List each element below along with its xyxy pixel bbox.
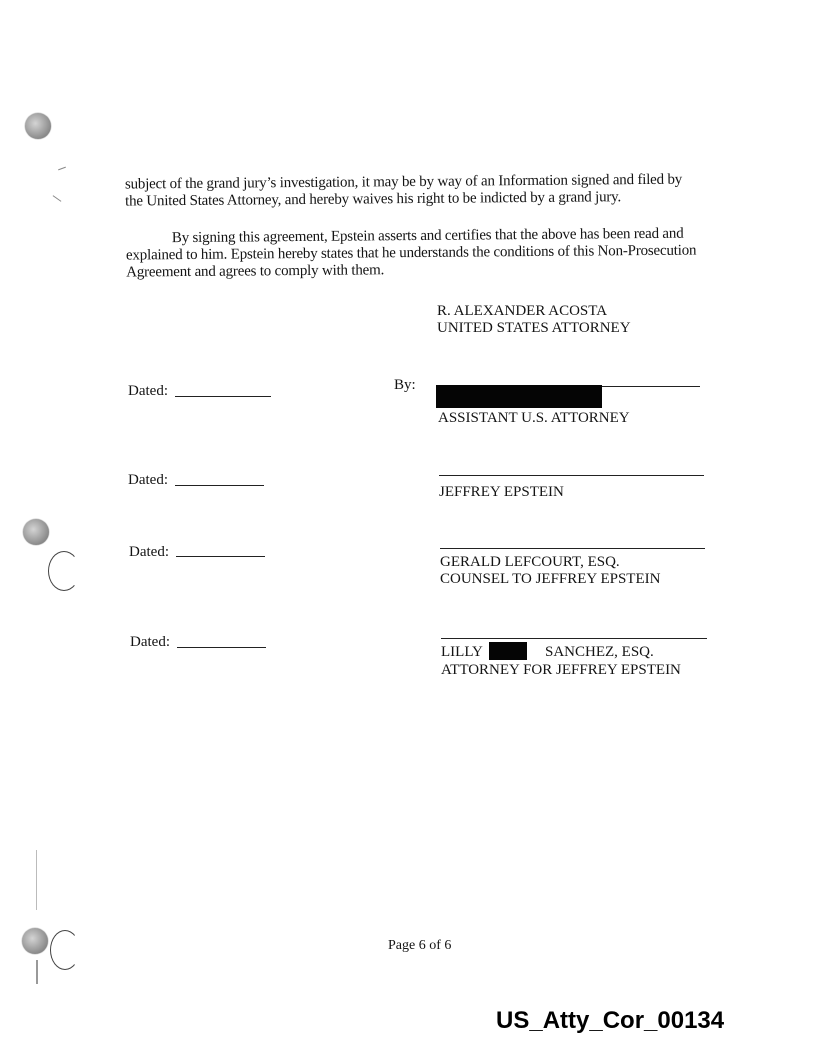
- body-paragraph-1: subject of the grand jury’s investigation, it may be by way of an Information signed and filed by the United States Attorney, and hereby waives his right to be indicted by a grand jury.: [124, 171, 683, 210]
- date-line: [177, 647, 266, 648]
- sanchez-last-name: SANCHEZ, ESQ.: [545, 644, 654, 660]
- sanchez-title: ATTORNEY FOR JEFFREY EPSTEIN: [441, 662, 681, 678]
- date-line: [175, 485, 264, 486]
- body-paragraph-2: By signing this agreement, Epstein asserts and certifies that the above has been read and explained to him. Epstein hereby states that he understands the conditions of this Non-Prosecution Agreement and agrees to comply with them.: [125, 225, 697, 281]
- binder-mark-icon: [48, 551, 80, 591]
- bates-number: US_Atty_Cor_00134: [496, 1007, 725, 1034]
- punch-hole-icon: [23, 519, 49, 545]
- date-line: [175, 396, 271, 397]
- scan-speck: [53, 195, 62, 202]
- signature-line: [439, 475, 704, 476]
- by-label: By:: [394, 377, 416, 393]
- epstein-name: JEFFREY EPSTEIN: [439, 484, 564, 500]
- lefcourt-name: GERALD LEFCOURT, ESQ.: [440, 554, 620, 570]
- us-attorney-title: UNITED STATES ATTORNEY: [437, 320, 631, 336]
- dated-label: Dated:: [129, 544, 169, 560]
- scan-speck: [36, 850, 37, 910]
- signature-line: [441, 638, 707, 639]
- scan-speck: [58, 167, 66, 171]
- scan-speck: [36, 960, 38, 984]
- punch-hole-icon: [25, 113, 51, 139]
- signature-line: [440, 548, 705, 549]
- punch-hole-icon: [22, 928, 48, 954]
- redaction-bar: [489, 642, 527, 660]
- dated-label: Dated:: [130, 634, 170, 650]
- ausa-title: ASSISTANT U.S. ATTORNEY: [438, 410, 630, 426]
- lefcourt-title: COUNSEL TO JEFFREY EPSTEIN: [440, 571, 661, 587]
- binder-mark-icon: [50, 930, 80, 970]
- sanchez-first-name: LILLY: [441, 644, 483, 660]
- redaction-bar: [436, 385, 602, 408]
- us-attorney-name: R. ALEXANDER ACOSTA: [437, 303, 608, 319]
- page-number: Page 6 of 6: [388, 938, 452, 953]
- dated-label: Dated:: [128, 383, 168, 399]
- dated-label: Dated:: [128, 472, 168, 488]
- date-line: [176, 556, 265, 557]
